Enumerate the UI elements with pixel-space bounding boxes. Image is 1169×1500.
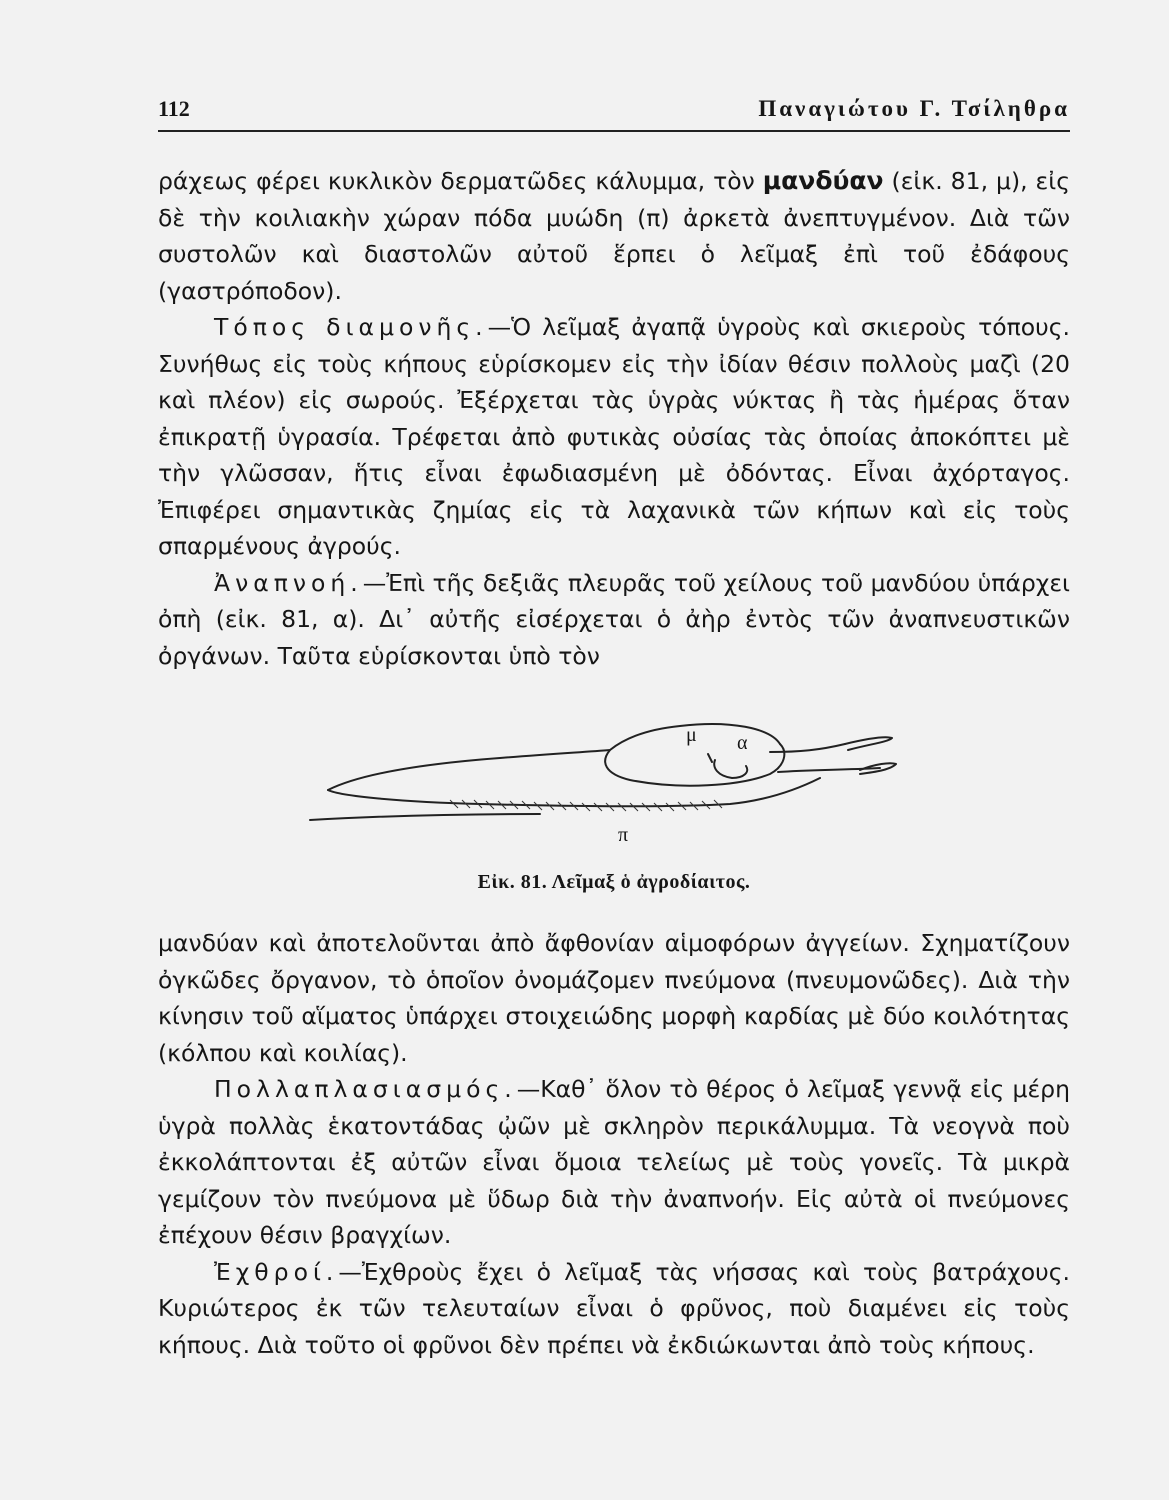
paragraph-lung [158, 925, 1070, 1071]
section-lead-respiration: Ἀναπνοή. [214, 568, 363, 597]
paragraph-text: (εἰκ. 81, μ), εἰς δὲ τὴν κοιλιακὴν χώραν πόδα μυώδη (π) ἀρκετὰ ἀνεπτυγμένον. Διὰ τῶν συστολῶν καὶ διαστολῶν αὐτοῦ ἕρπει ὁ λεῖμαξ ἐπὶ τοῦ ἐδάφους (γαστρόποδον). [158, 167, 1070, 305]
tentacle-upper [845, 737, 892, 750]
paragraph-reproduction [158, 1071, 1070, 1254]
figure-caption: Εἰκ. 81. Λεῖμαξ ὁ ἀγροδίαιτος. [477, 871, 751, 893]
term-mantle: μανδύαν [762, 166, 884, 195]
paragraph-text: —Ὁ λεῖμαξ ἀγαπᾷ ὑγροὺς καὶ σκιεροὺς τόπους. Συνήθως εἰς τοὺς κήπους εὑρίσκομεν εἰς τὴν ἰδίαν θέσιν πολλοὺς μαζὶ (20 καὶ πλέον) εἰς σωρούς. Ἐξέρχεται τὰς ὑγρὰς νύκτας ἢ τὰς ἡμέρας ὅταν ἐπικρατῇ ὑγρασία. Τρέφεται ἀπὸ φυτικὰς οὐσίας τὰς ὁποίας ἀποκόπτει μὲ τὴν γλῶσσαν, ἥτις εἶναι ἐφωδιασμένη μὲ ὀδόντας. Εἶναι ἀχόρταγος. Ἐπιφέρει σημαντικὰς ζημίας εἰς τὰ λαχανικὰ τῶν κήπων καὶ εἰς τοὺς σπαρμένους ἀγρούς. [158, 313, 1070, 560]
section-lead-enemies: Ἐχθροί. [214, 1257, 339, 1286]
text-block-bottom [158, 925, 1070, 1363]
section-lead-habitat: Τόπος διαμονῆς. [214, 313, 488, 341]
page-number: 112 [158, 96, 190, 121]
page-header [158, 96, 1070, 132]
paragraph-text: ράχεως φέρει κυκλικὸν δερματῶδες κάλυμμα, τὸν [158, 167, 763, 195]
figure-label-mantle: μ [686, 724, 697, 746]
paragraph-text: —Ἐπὶ τῆς δεξιᾶς πλευρᾶς τοῦ χείλους τοῦ μανδύου ὑπάρχει ὀπὴ (εἰκ. 81, α). Δι᾽ αὐτῆς εἰσέρχεται ὁ ἀὴρ ἐντὸς τῶν ἀναπνευστικῶν ὀργάνων. Ταῦτα εὑρίσκονται ὑπὸ τὸν [158, 568, 1070, 670]
figure-label-foot: π [618, 824, 629, 846]
running-head: Παναγιώτου Γ. Τσίληθρα [758, 96, 1070, 121]
text-block-top [158, 163, 1070, 674]
respiratory-opening [714, 760, 747, 778]
paragraph-text: —Καθ᾽ ὅλον τὸ θέρος ὁ λεῖμαξ γεννᾷ εἰς μέρη ὑγρὰ πολλὰς ἑκατοντάδας ᾠῶν μὲ σκληρὸν περικάλυμμα. Τὰ νεογνὰ ποὺ ἐκκολάπτονται ἐξ αὐτῶν εἶναι ὅμοια τελείως μὲ τοὺς γονεῖς. Τὰ μικρὰ γεμίζουν τὸν πνεύμονα μὲ ὕδωρ διὰ τὴν ἀναπνοήν. Εἰς αὐτὰ οἱ πνεύμονες ἐπέχουν θέσιν βραγχίων. [158, 1075, 1070, 1249]
paragraph-enemies [158, 1254, 1070, 1364]
slug-figure [300, 712, 900, 858]
body-outline [328, 724, 780, 790]
paragraph-text: μανδύαν καὶ ἀποτελοῦνται ἀπὸ ἄφθονίαν αἱμοφόρων ἀγγείων. Σχηματίζουν ὀγκῶδες ὄργανον, τὸ ὁποῖον ὀνομάζομεν πνεύμονα (πνευμονῶδες). Διὰ τὴν κίνησιν τοῦ αἵματος ὑπάρχει στοιχειώδης μορφὴ καρδίας μὲ δύο κοιλότητας (κόλπου καὶ κοιλίας). [158, 929, 1070, 1067]
paragraph-habitat [158, 309, 1070, 565]
paragraph-mantle [158, 163, 1070, 309]
foot-outline [328, 778, 820, 806]
mantle-outline [605, 744, 784, 786]
paragraph-respiration [158, 565, 1070, 675]
ground-line [310, 814, 540, 820]
section-lead-reproduction: Πολλαπλασιασμός. [214, 1075, 517, 1103]
slug-illustration [300, 712, 900, 858]
opening-mark [708, 754, 712, 762]
figure-label-opening: α [737, 732, 748, 754]
paragraph-text: —Ἐχθροὺς ἔχει ὁ λεῖμαξ τὰς νήσσας καὶ τοὺς βατράχους. Κυριώτερος ἐκ τῶν τελευταίων εἶναι ὁ φρῦνος, ποὺ διαμένει εἰς τοὺς κήπους. Διὰ τοῦτο οἱ φρῦνοι δὲν πρέπει νὰ ἐκδιώκωνται ἀπὸ τοὺς κήπους. [158, 1257, 1070, 1359]
